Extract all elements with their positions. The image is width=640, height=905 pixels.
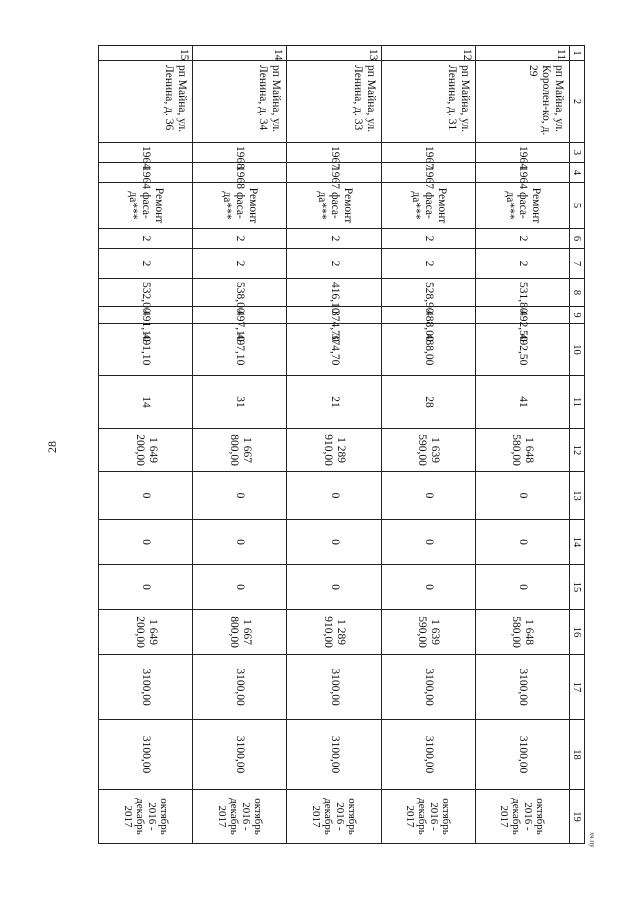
cell-c10: 491,10 [99, 324, 193, 376]
cell-c8: 531,80 [475, 279, 569, 307]
cell-period: октябрь 2016 - декабрь 2017 [381, 790, 475, 844]
cell-work: Ремонт фаса-да*** [475, 183, 569, 229]
cell-n: 15 [99, 46, 193, 61]
footer-mark: хч пу [588, 832, 596, 848]
column-header: 9 [570, 307, 585, 324]
column-header: 13 [570, 472, 585, 520]
cell-c18: 3100,00 [99, 720, 193, 790]
cell-c10: 492,50 [475, 324, 569, 376]
cell-c16: 1 289 910,00 [287, 610, 381, 655]
cell-year2: 1967 [287, 163, 381, 183]
cell-year1: 1968 [193, 143, 287, 163]
cell-c8: 532,00 [99, 279, 193, 307]
cell-period: октябрь 2016 - декабрь 2017 [475, 790, 569, 844]
cell-c11: 14 [99, 376, 193, 429]
column-header: 15 [570, 565, 585, 610]
cell-address: рп Майна, ул. Ленина, д. 34 [193, 61, 287, 143]
cell-c17: 3100,00 [287, 655, 381, 720]
cell-c6: 2 [99, 229, 193, 249]
cell-c14: 0 [381, 520, 475, 565]
column-header: 7 [570, 249, 585, 279]
cell-c9: 491,10 [99, 307, 193, 324]
cell-c6: 2 [381, 229, 475, 249]
cell-c12: 1 289 910,00 [287, 429, 381, 472]
column-header: 6 [570, 229, 585, 249]
cell-c18: 3100,00 [475, 720, 569, 790]
cell-c14: 0 [475, 520, 569, 565]
column-header: 16 [570, 610, 585, 655]
table-row [193, 46, 287, 844]
cell-c9: 492,50 [475, 307, 569, 324]
table-frame [98, 45, 585, 843]
cell-work: Ремонт фаса-да*** [381, 183, 475, 229]
table-rotation-wrapper [98, 45, 585, 843]
cell-c14: 0 [287, 520, 381, 565]
cell-c10: 497,10 [193, 324, 287, 376]
cell-c10: 374,70 [287, 324, 381, 376]
cell-year2: 1967 [381, 163, 475, 183]
cell-year2: 1968 [193, 163, 287, 183]
cell-c6: 2 [475, 229, 569, 249]
cell-address: рп Майна, ул. Королен-ко, д. 29 [475, 61, 569, 143]
cell-n: 13 [287, 46, 381, 61]
cell-c14: 0 [193, 520, 287, 565]
column-header: 10 [570, 324, 585, 376]
table-row [475, 46, 569, 844]
cell-c8: 528,90 [381, 279, 475, 307]
cell-c8: 416,10 [287, 279, 381, 307]
cell-c17: 3100,00 [475, 655, 569, 720]
cell-c15: 0 [193, 565, 287, 610]
cell-n: 11 [475, 46, 569, 61]
cell-year1: 1967 [287, 143, 381, 163]
cell-c15: 0 [475, 565, 569, 610]
cell-c18: 3100,00 [287, 720, 381, 790]
cell-c7: 2 [381, 249, 475, 279]
column-header: 8 [570, 279, 585, 307]
column-header: 18 [570, 720, 585, 790]
cell-c18: 3100,00 [193, 720, 287, 790]
column-header: 14 [570, 520, 585, 565]
cell-address: рп Майна, ул. Ленина, д. 31 [381, 61, 475, 143]
cell-year1: 1964 [475, 143, 569, 163]
cell-c12: 1 667 800,00 [193, 429, 287, 472]
cell-work: Ремонт фаса-да*** [99, 183, 193, 229]
cell-address: рп Майна, ул. Ленина, д. 33 [287, 61, 381, 143]
cell-year2: 1964 [475, 163, 569, 183]
page-number: 28 [45, 441, 59, 453]
cell-c13: 0 [287, 472, 381, 520]
cell-c16: 1 648 580,00 [475, 610, 569, 655]
cell-c8: 538,00 [193, 279, 287, 307]
cell-c7: 2 [99, 249, 193, 279]
cell-c18: 3100,00 [381, 720, 475, 790]
cell-c15: 0 [99, 565, 193, 610]
cell-year1: 1964 [99, 143, 193, 163]
cell-period: октябрь 2016 - декабрь 2017 [193, 790, 287, 844]
cell-period: октябрь 2016 - декабрь 2017 [99, 790, 193, 844]
column-header: 19 [570, 790, 585, 844]
cell-c6: 2 [193, 229, 287, 249]
column-header: 2 [570, 61, 585, 143]
cell-address: рп Майна, ул. Ленина, д. 36 [99, 61, 193, 143]
cell-c7: 2 [475, 249, 569, 279]
cell-year1: 1967 [381, 143, 475, 163]
cell-n: 12 [381, 46, 475, 61]
cell-c11: 41 [475, 376, 569, 429]
cell-c13: 0 [193, 472, 287, 520]
cell-c15: 0 [287, 565, 381, 610]
column-header: 11 [570, 376, 585, 429]
table-row [287, 46, 381, 844]
cell-c10: 488,00 [381, 324, 475, 376]
cell-c9: 497,10 [193, 307, 287, 324]
cell-c13: 0 [99, 472, 193, 520]
cell-c7: 2 [193, 249, 287, 279]
cell-c11: 21 [287, 376, 381, 429]
cell-n: 14 [193, 46, 287, 61]
cell-c17: 3100,00 [381, 655, 475, 720]
cell-c9: 488,00 [381, 307, 475, 324]
cell-c11: 28 [381, 376, 475, 429]
cell-c15: 0 [381, 565, 475, 610]
column-number-row [570, 46, 585, 844]
table-row [99, 46, 193, 844]
cell-c12: 1 649 200,00 [99, 429, 193, 472]
cell-work: Ремонт фаса-да*** [287, 183, 381, 229]
column-header: 4 [570, 163, 585, 183]
cell-c16: 1 649 200,00 [99, 610, 193, 655]
cell-c14: 0 [99, 520, 193, 565]
cell-c6: 2 [287, 229, 381, 249]
cell-c13: 0 [475, 472, 569, 520]
column-header: 17 [570, 655, 585, 720]
cell-c11: 31 [193, 376, 287, 429]
cell-c16: 1 667 800,00 [193, 610, 287, 655]
cell-c17: 3100,00 [99, 655, 193, 720]
table-body [99, 46, 570, 844]
cell-c12: 1 639 590,00 [381, 429, 475, 472]
cell-c13: 0 [381, 472, 475, 520]
cell-year2: 1964 [99, 163, 193, 183]
column-header: 3 [570, 143, 585, 163]
repair-schedule-table [98, 45, 585, 844]
table-row [381, 46, 475, 844]
cell-work: Ремонт фаса-да*** [193, 183, 287, 229]
cell-c12: 1 648 580,00 [475, 429, 569, 472]
cell-c9: 374,70 [287, 307, 381, 324]
cell-c16: 1 639 590,00 [381, 610, 475, 655]
cell-period: октябрь 2016 - декабрь 2017 [287, 790, 381, 844]
column-header: 12 [570, 429, 585, 472]
cell-c7: 2 [287, 249, 381, 279]
cell-c17: 3100,00 [193, 655, 287, 720]
column-header: 5 [570, 183, 585, 229]
column-header: 1 [570, 46, 585, 61]
